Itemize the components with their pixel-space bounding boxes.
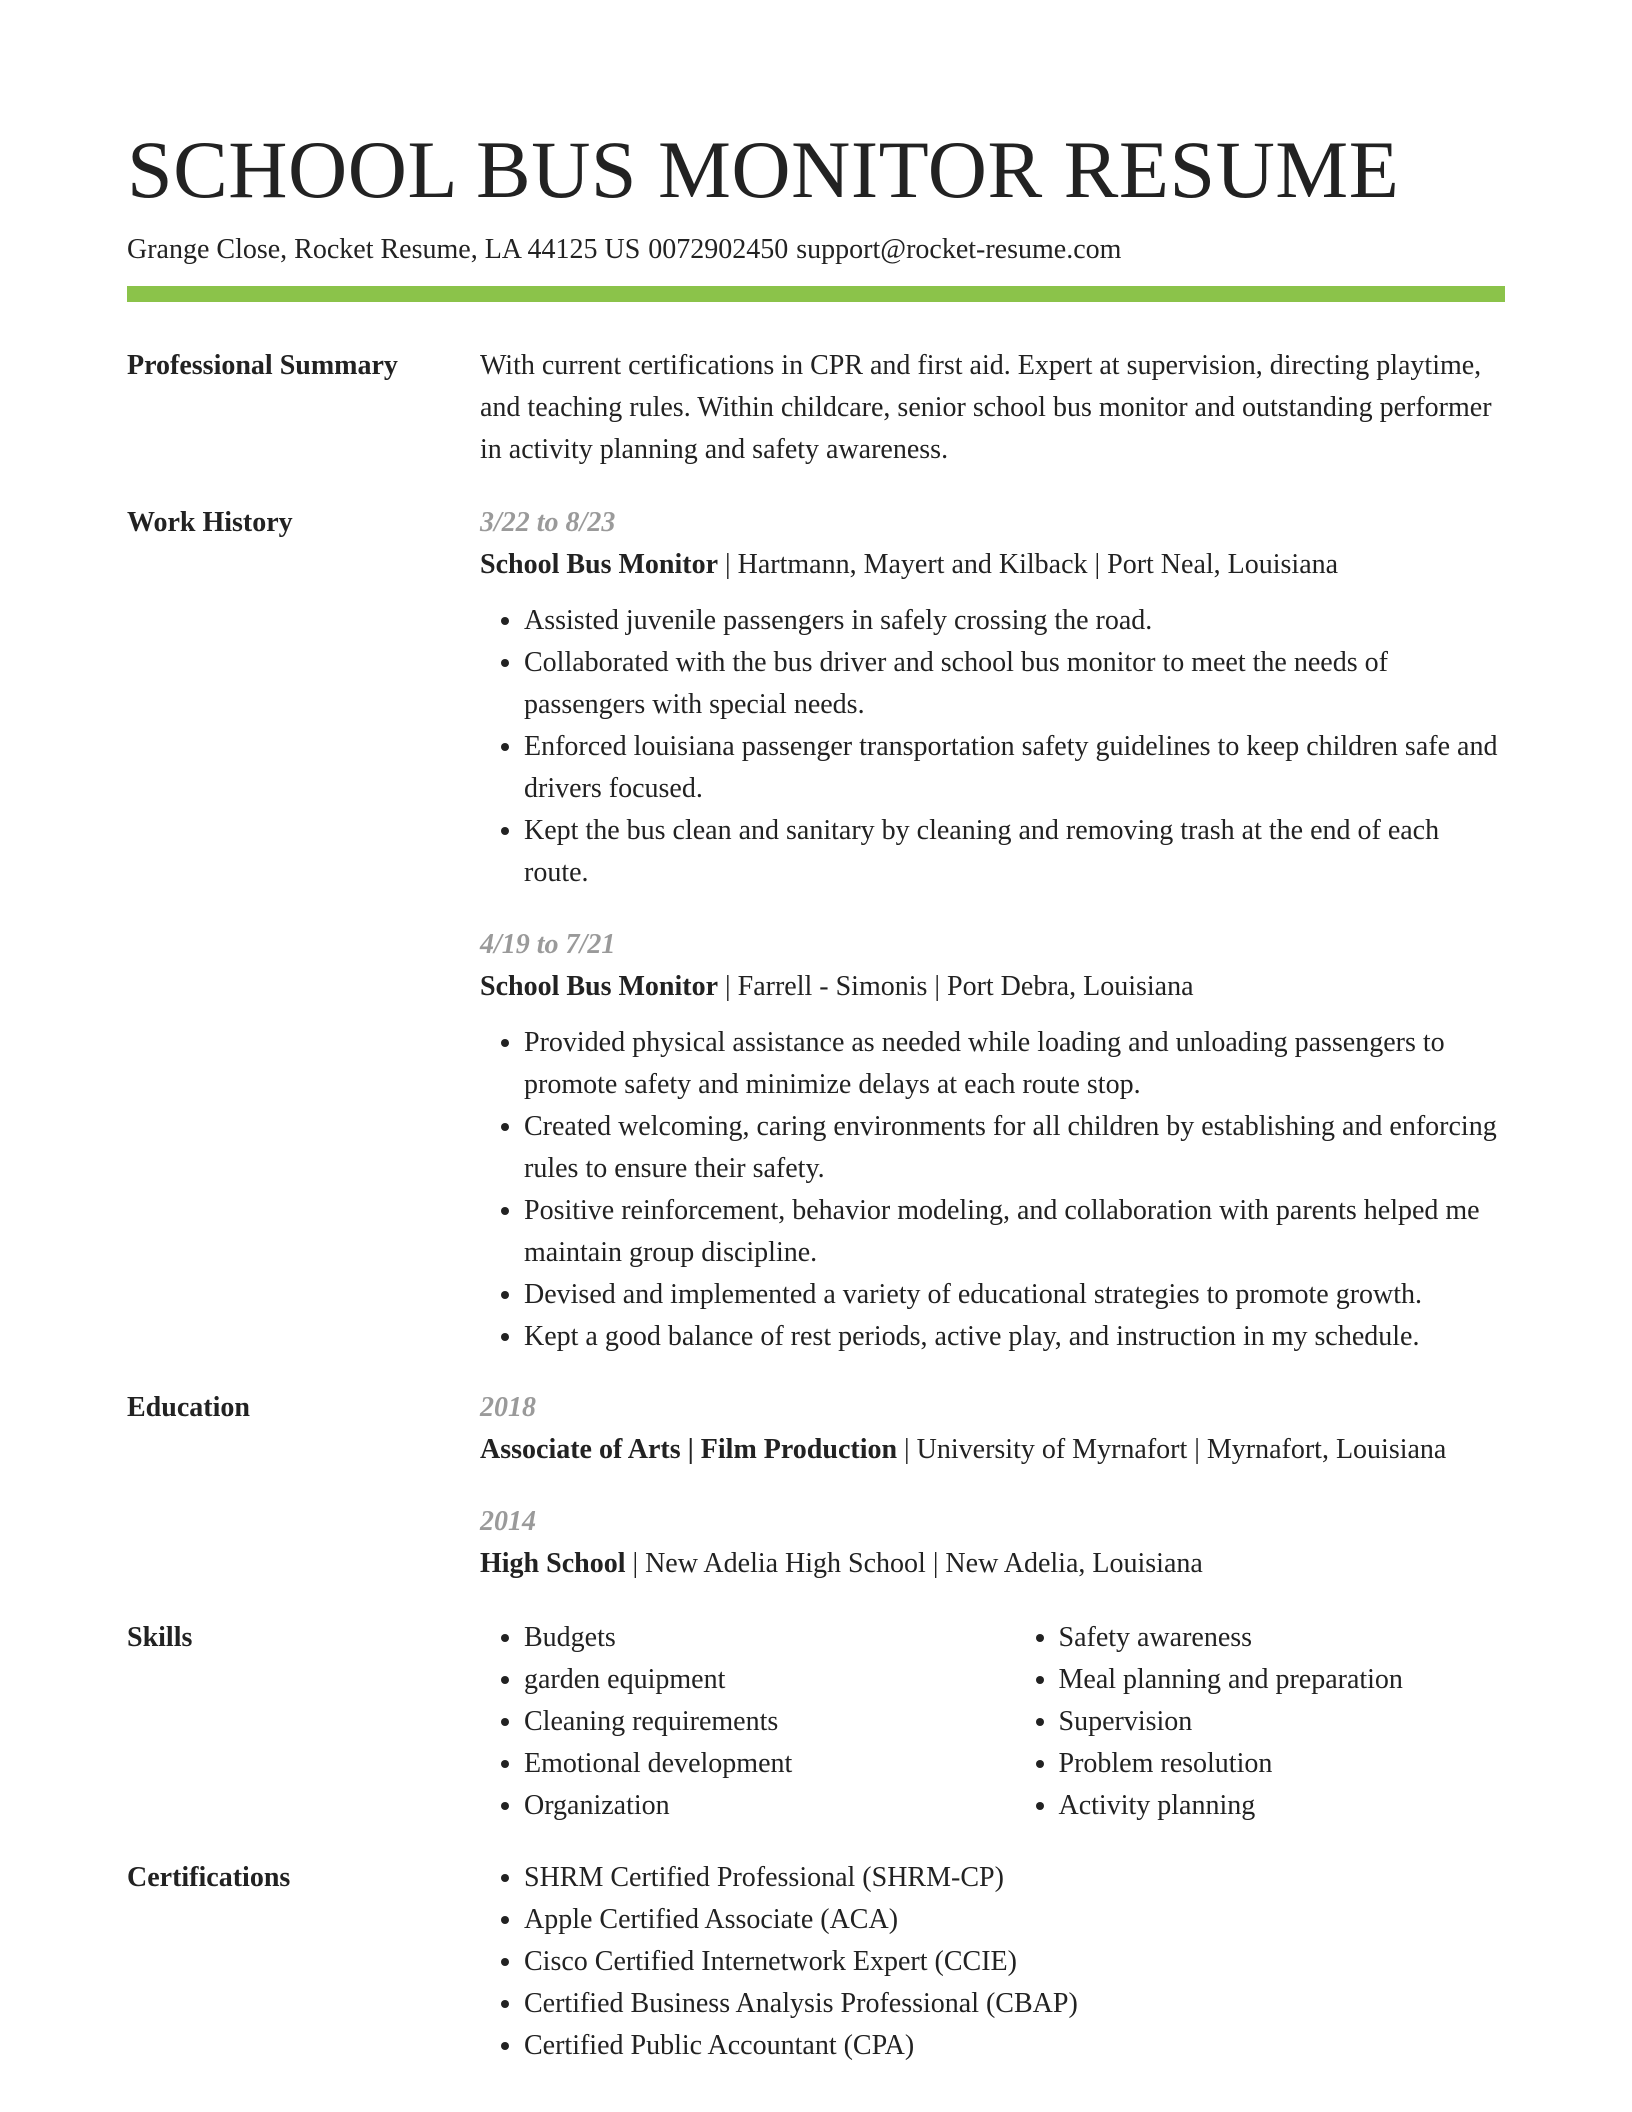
certification-item: • Apple Certified Associate (ACA) <box>524 1899 1505 1941</box>
education-degree: High School <box>480 1548 626 1579</box>
section-label-education: Education <box>127 1392 250 1423</box>
job-title-line <box>480 544 1505 586</box>
education-line <box>480 1429 1505 1471</box>
education-year: 2014 <box>480 1506 536 1537</box>
skills-body <box>480 1617 1505 1827</box>
job-bullet: • Assisted juvenile passengers in safely crossing the road. <box>524 600 1505 642</box>
certifications-list <box>480 1857 1505 2067</box>
job-bullet: • Enforced louisiana passenger transportation safety guidelines to keep children safe and drivers focused. <box>524 726 1505 810</box>
summary-body <box>480 345 1505 471</box>
job-bullet: • Provided physical assistance as needed while loading and unloading passengers to promote safety and minimize delays at each route stop. <box>524 1022 1505 1106</box>
work-body <box>480 502 1505 1388</box>
education-entry <box>480 1501 1505 1585</box>
skill-item: • Safety awareness <box>1059 1617 1506 1659</box>
job-bullets <box>480 600 1505 894</box>
skill-item: • Meal planning and preparation <box>1059 1659 1506 1701</box>
section-label-skills: Skills <box>127 1622 193 1653</box>
job-bullet: • Positive reinforcement, behavior modeling, and collaboration with parents helped me maintain group discipline. <box>524 1190 1505 1274</box>
skill-item: • Cleaning requirements <box>524 1701 971 1743</box>
job-bullet: • Kept a good balance of rest periods, active play, and instruction in my schedule. <box>524 1316 1505 1358</box>
education-degree: Associate of Arts | Film Production <box>480 1434 898 1465</box>
skill-item: • Supervision <box>1059 1701 1506 1743</box>
skills-list-right <box>1015 1617 1506 1827</box>
education-year: 2018 <box>480 1392 536 1423</box>
address: Grange Close, Rocket Resume, LA 44125 US <box>127 234 641 265</box>
skill-item: • Organization <box>524 1785 971 1827</box>
job-bullet: • Kept the bus clean and sanitary by cleaning and removing trash at the end of each route. <box>524 810 1505 894</box>
certification-item: • Certified Public Accountant (CPA) <box>524 2025 1505 2067</box>
job-title-line <box>480 966 1505 1008</box>
certification-item: • SHRM Certified Professional (SHRM-CP) <box>524 1857 1505 1899</box>
job-entry <box>480 924 1505 1358</box>
skill-item: • garden equipment <box>524 1659 971 1701</box>
certification-item: • Cisco Certified Internetwork Expert (CCIE) <box>524 1941 1505 1983</box>
skill-item: • Problem resolution <box>1059 1743 1506 1785</box>
job-title: School Bus Monitor <box>480 549 719 580</box>
job-bullet: • Collaborated with the bus driver and school bus monitor to meet the needs of passengers with special needs. <box>524 642 1505 726</box>
skills-list-left <box>480 1617 971 1827</box>
job-dates: 3/22 to 8/23 <box>480 507 616 538</box>
certification-item: • Certified Business Analysis Professional (CBAP) <box>524 1983 1505 2025</box>
section-label-summary: Professional Summary <box>127 350 398 381</box>
skills-columns <box>480 1617 1505 1827</box>
job-title: School Bus Monitor <box>480 971 719 1002</box>
job-details: | Farrell - Simonis | Port Debra, Louisiana <box>718 971 1194 1002</box>
education-details: | New Adelia High School | New Adelia, Louisiana <box>625 1548 1203 1579</box>
education-entry <box>480 1387 1505 1471</box>
section-label-certifications: Certifications <box>127 1862 291 1893</box>
job-bullet: • Created welcoming, caring environments for all children by establishing and enforcing rules to ensure their safety. <box>524 1106 1505 1190</box>
section-label-work: Work History <box>127 507 293 538</box>
phone: 0072902450 <box>648 234 789 265</box>
job-bullet: • Devised and implemented a variety of educational strategies to promote growth. <box>524 1274 1505 1316</box>
contact-line <box>127 230 1121 270</box>
education-body <box>480 1387 1505 1615</box>
job-dates: 4/19 to 7/21 <box>480 929 616 960</box>
certifications-body <box>480 1857 1505 2067</box>
education-line <box>480 1543 1505 1585</box>
skill-item: • Budgets <box>524 1617 971 1659</box>
summary-text: With current certifications in CPR and first aid. Expert at supervision, directing playtime, and teaching rules. Within childcare, senior school bus monitor and outstanding performer in activity planning and safety awareness. <box>480 350 1492 465</box>
accent-divider <box>127 286 1505 302</box>
skill-item: • Emotional development <box>524 1743 971 1785</box>
resume-title: SCHOOL BUS MONITOR RESUME <box>127 124 1400 215</box>
education-details: | University of Myrnafort | Myrnafort, Louisiana <box>897 1434 1447 1465</box>
job-bullets <box>480 1022 1505 1358</box>
skill-item: • Activity planning <box>1059 1785 1506 1827</box>
job-entry <box>480 502 1505 894</box>
job-details: | Hartmann, Mayert and Kilback | Port Neal, Louisiana <box>718 549 1339 580</box>
email: support@rocket-resume.com <box>796 234 1122 265</box>
